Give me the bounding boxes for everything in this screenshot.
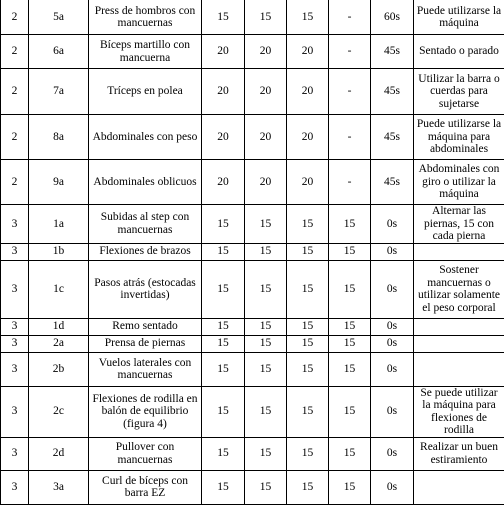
- code-cell: 5a: [29, 0, 89, 35]
- exercise-cell: Press de hombros con mancuernas: [89, 0, 202, 35]
- set3-cell: 15: [287, 260, 329, 318]
- set1-cell: 15: [202, 437, 245, 470]
- set4-cell: 15: [329, 205, 371, 244]
- rest-cell: 45s: [371, 160, 414, 205]
- day-cell: 2: [1, 115, 29, 160]
- set4-cell: 15: [329, 470, 371, 504]
- note-cell: [414, 352, 504, 386]
- exercise-cell: Pasos atrás (estocadas invertidas): [89, 260, 202, 318]
- set2-cell: 15: [245, 205, 287, 244]
- note-cell: [414, 318, 504, 335]
- code-cell: 3a: [29, 470, 89, 504]
- set4-cell: 15: [329, 386, 371, 437]
- day-cell: 3: [1, 437, 29, 470]
- set4-cell: 15: [329, 352, 371, 386]
- exercise-cell: Remo sentado: [89, 318, 202, 335]
- code-cell: 1b: [29, 243, 89, 260]
- table-row: [1, 69, 504, 115]
- rest-cell: 0s: [371, 437, 414, 470]
- exercise-cell: Pullover con mancuernas: [89, 437, 202, 470]
- set1-cell: 15: [202, 0, 245, 35]
- table-row: [1, 35, 504, 69]
- set2-cell: 15: [245, 0, 287, 35]
- set3-cell: 20: [287, 115, 329, 160]
- set1-cell: 15: [202, 470, 245, 504]
- set4-cell: -: [329, 0, 371, 35]
- note-cell: Sostener mancuernas o utilizar solamente el peso corporal: [414, 260, 504, 318]
- set2-cell: 15: [245, 437, 287, 470]
- exercise-cell: Prensa de piernas: [89, 335, 202, 352]
- table-row: [1, 352, 504, 386]
- set3-cell: 20: [287, 160, 329, 205]
- set4-cell: 15: [329, 260, 371, 318]
- set2-cell: 15: [245, 470, 287, 504]
- rest-cell: 60s: [371, 0, 414, 35]
- note-cell: Utilizar la barra o cuerdas para sujetarse: [414, 69, 504, 115]
- set2-cell: 15: [245, 243, 287, 260]
- exercise-cell: Abdominales oblicuos: [89, 160, 202, 205]
- day-cell: 3: [1, 260, 29, 318]
- rest-cell: 0s: [371, 243, 414, 260]
- rest-cell: 45s: [371, 115, 414, 160]
- table-row: [1, 386, 504, 437]
- exercise-cell: Tríceps en polea: [89, 69, 202, 115]
- set3-cell: 20: [287, 35, 329, 69]
- set1-cell: 15: [202, 205, 245, 244]
- set4-cell: -: [329, 160, 371, 205]
- set3-cell: 15: [287, 335, 329, 352]
- set4-cell: 15: [329, 335, 371, 352]
- exercise-cell: Subidas al step con mancuernas: [89, 205, 202, 244]
- day-cell: 2: [1, 0, 29, 35]
- note-cell: Realizar un buen estiramiento: [414, 437, 504, 470]
- set3-cell: 15: [287, 352, 329, 386]
- set1-cell: 15: [202, 318, 245, 335]
- set4-cell: -: [329, 35, 371, 69]
- note-cell: Alternar las piernas, 15 con cada pierna: [414, 205, 504, 244]
- set2-cell: 15: [245, 386, 287, 437]
- set2-cell: 15: [245, 260, 287, 318]
- code-cell: 1a: [29, 205, 89, 244]
- rest-cell: 0s: [371, 205, 414, 244]
- exercise-cell: Abdominales con peso: [89, 115, 202, 160]
- rest-cell: 0s: [371, 335, 414, 352]
- set3-cell: 15: [287, 243, 329, 260]
- day-cell: 3: [1, 470, 29, 504]
- code-cell: 1d: [29, 318, 89, 335]
- table-row: [1, 115, 504, 160]
- note-cell: [414, 470, 504, 504]
- rest-cell: 0s: [371, 470, 414, 504]
- code-cell: 6a: [29, 35, 89, 69]
- note-cell: Puede utilizarse la máquina para abdominales: [414, 115, 504, 160]
- exercise-cell: Vuelos laterales con mancuernas: [89, 352, 202, 386]
- code-cell: 7a: [29, 69, 89, 115]
- set1-cell: 15: [202, 335, 245, 352]
- day-cell: 3: [1, 205, 29, 244]
- set1-cell: 15: [202, 352, 245, 386]
- set2-cell: 20: [245, 115, 287, 160]
- exercise-cell: Flexiones de brazos: [89, 243, 202, 260]
- day-cell: 3: [1, 318, 29, 335]
- day-cell: 3: [1, 386, 29, 437]
- note-cell: [414, 335, 504, 352]
- note-cell: Se puede utilizar la máquina para flexiones de rodilla: [414, 386, 504, 437]
- set3-cell: 15: [287, 470, 329, 504]
- code-cell: 9a: [29, 160, 89, 205]
- day-cell: 2: [1, 160, 29, 205]
- note-cell: Sentado o parado: [414, 35, 504, 69]
- table-row: [1, 160, 504, 205]
- set4-cell: 15: [329, 318, 371, 335]
- exercise-cell: Curl de bíceps con barra EZ: [89, 470, 202, 504]
- set4-cell: -: [329, 69, 371, 115]
- note-cell: [414, 243, 504, 260]
- set1-cell: 20: [202, 35, 245, 69]
- code-cell: 2c: [29, 386, 89, 437]
- set1-cell: 15: [202, 243, 245, 260]
- code-cell: 2d: [29, 437, 89, 470]
- rest-cell: 0s: [371, 386, 414, 437]
- table-row: [1, 260, 504, 318]
- table-row: [1, 243, 504, 260]
- exercise-cell: Flexiones de rodilla en balón de equilibrio (figura 4): [89, 386, 202, 437]
- rest-cell: 0s: [371, 260, 414, 318]
- day-cell: 2: [1, 69, 29, 115]
- exercise-cell: Bíceps martillo con mancuerna: [89, 35, 202, 69]
- table-row: [1, 318, 504, 335]
- set2-cell: 15: [245, 352, 287, 386]
- set2-cell: 20: [245, 35, 287, 69]
- set3-cell: 20: [287, 69, 329, 115]
- code-cell: 2a: [29, 335, 89, 352]
- set3-cell: 15: [287, 318, 329, 335]
- set1-cell: 20: [202, 115, 245, 160]
- table-row: [1, 437, 504, 470]
- set3-cell: 15: [287, 386, 329, 437]
- rest-cell: 45s: [371, 35, 414, 69]
- table-row: [1, 0, 504, 35]
- table-body: [1, 0, 504, 504]
- table-row: [1, 205, 504, 244]
- set1-cell: 20: [202, 160, 245, 205]
- set2-cell: 20: [245, 160, 287, 205]
- code-cell: 1c: [29, 260, 89, 318]
- set2-cell: 15: [245, 318, 287, 335]
- set3-cell: 15: [287, 437, 329, 470]
- day-cell: 2: [1, 35, 29, 69]
- rest-cell: 45s: [371, 69, 414, 115]
- table-row: [1, 335, 504, 352]
- note-cell: Puede utilizarse la máquina: [414, 0, 504, 35]
- set1-cell: 15: [202, 386, 245, 437]
- rest-cell: 0s: [371, 318, 414, 335]
- set2-cell: 15: [245, 335, 287, 352]
- set1-cell: 15: [202, 260, 245, 318]
- note-cell: Abdominales con giro o utilizar la máquina: [414, 160, 504, 205]
- code-cell: 8a: [29, 115, 89, 160]
- set1-cell: 20: [202, 69, 245, 115]
- day-cell: 3: [1, 335, 29, 352]
- set3-cell: 15: [287, 0, 329, 35]
- day-cell: 3: [1, 352, 29, 386]
- table-row: [1, 470, 504, 504]
- set4-cell: 15: [329, 437, 371, 470]
- set4-cell: 15: [329, 243, 371, 260]
- code-cell: 2b: [29, 352, 89, 386]
- set3-cell: 15: [287, 205, 329, 244]
- set2-cell: 20: [245, 69, 287, 115]
- set4-cell: -: [329, 115, 371, 160]
- rest-cell: 0s: [371, 352, 414, 386]
- day-cell: 3: [1, 243, 29, 260]
